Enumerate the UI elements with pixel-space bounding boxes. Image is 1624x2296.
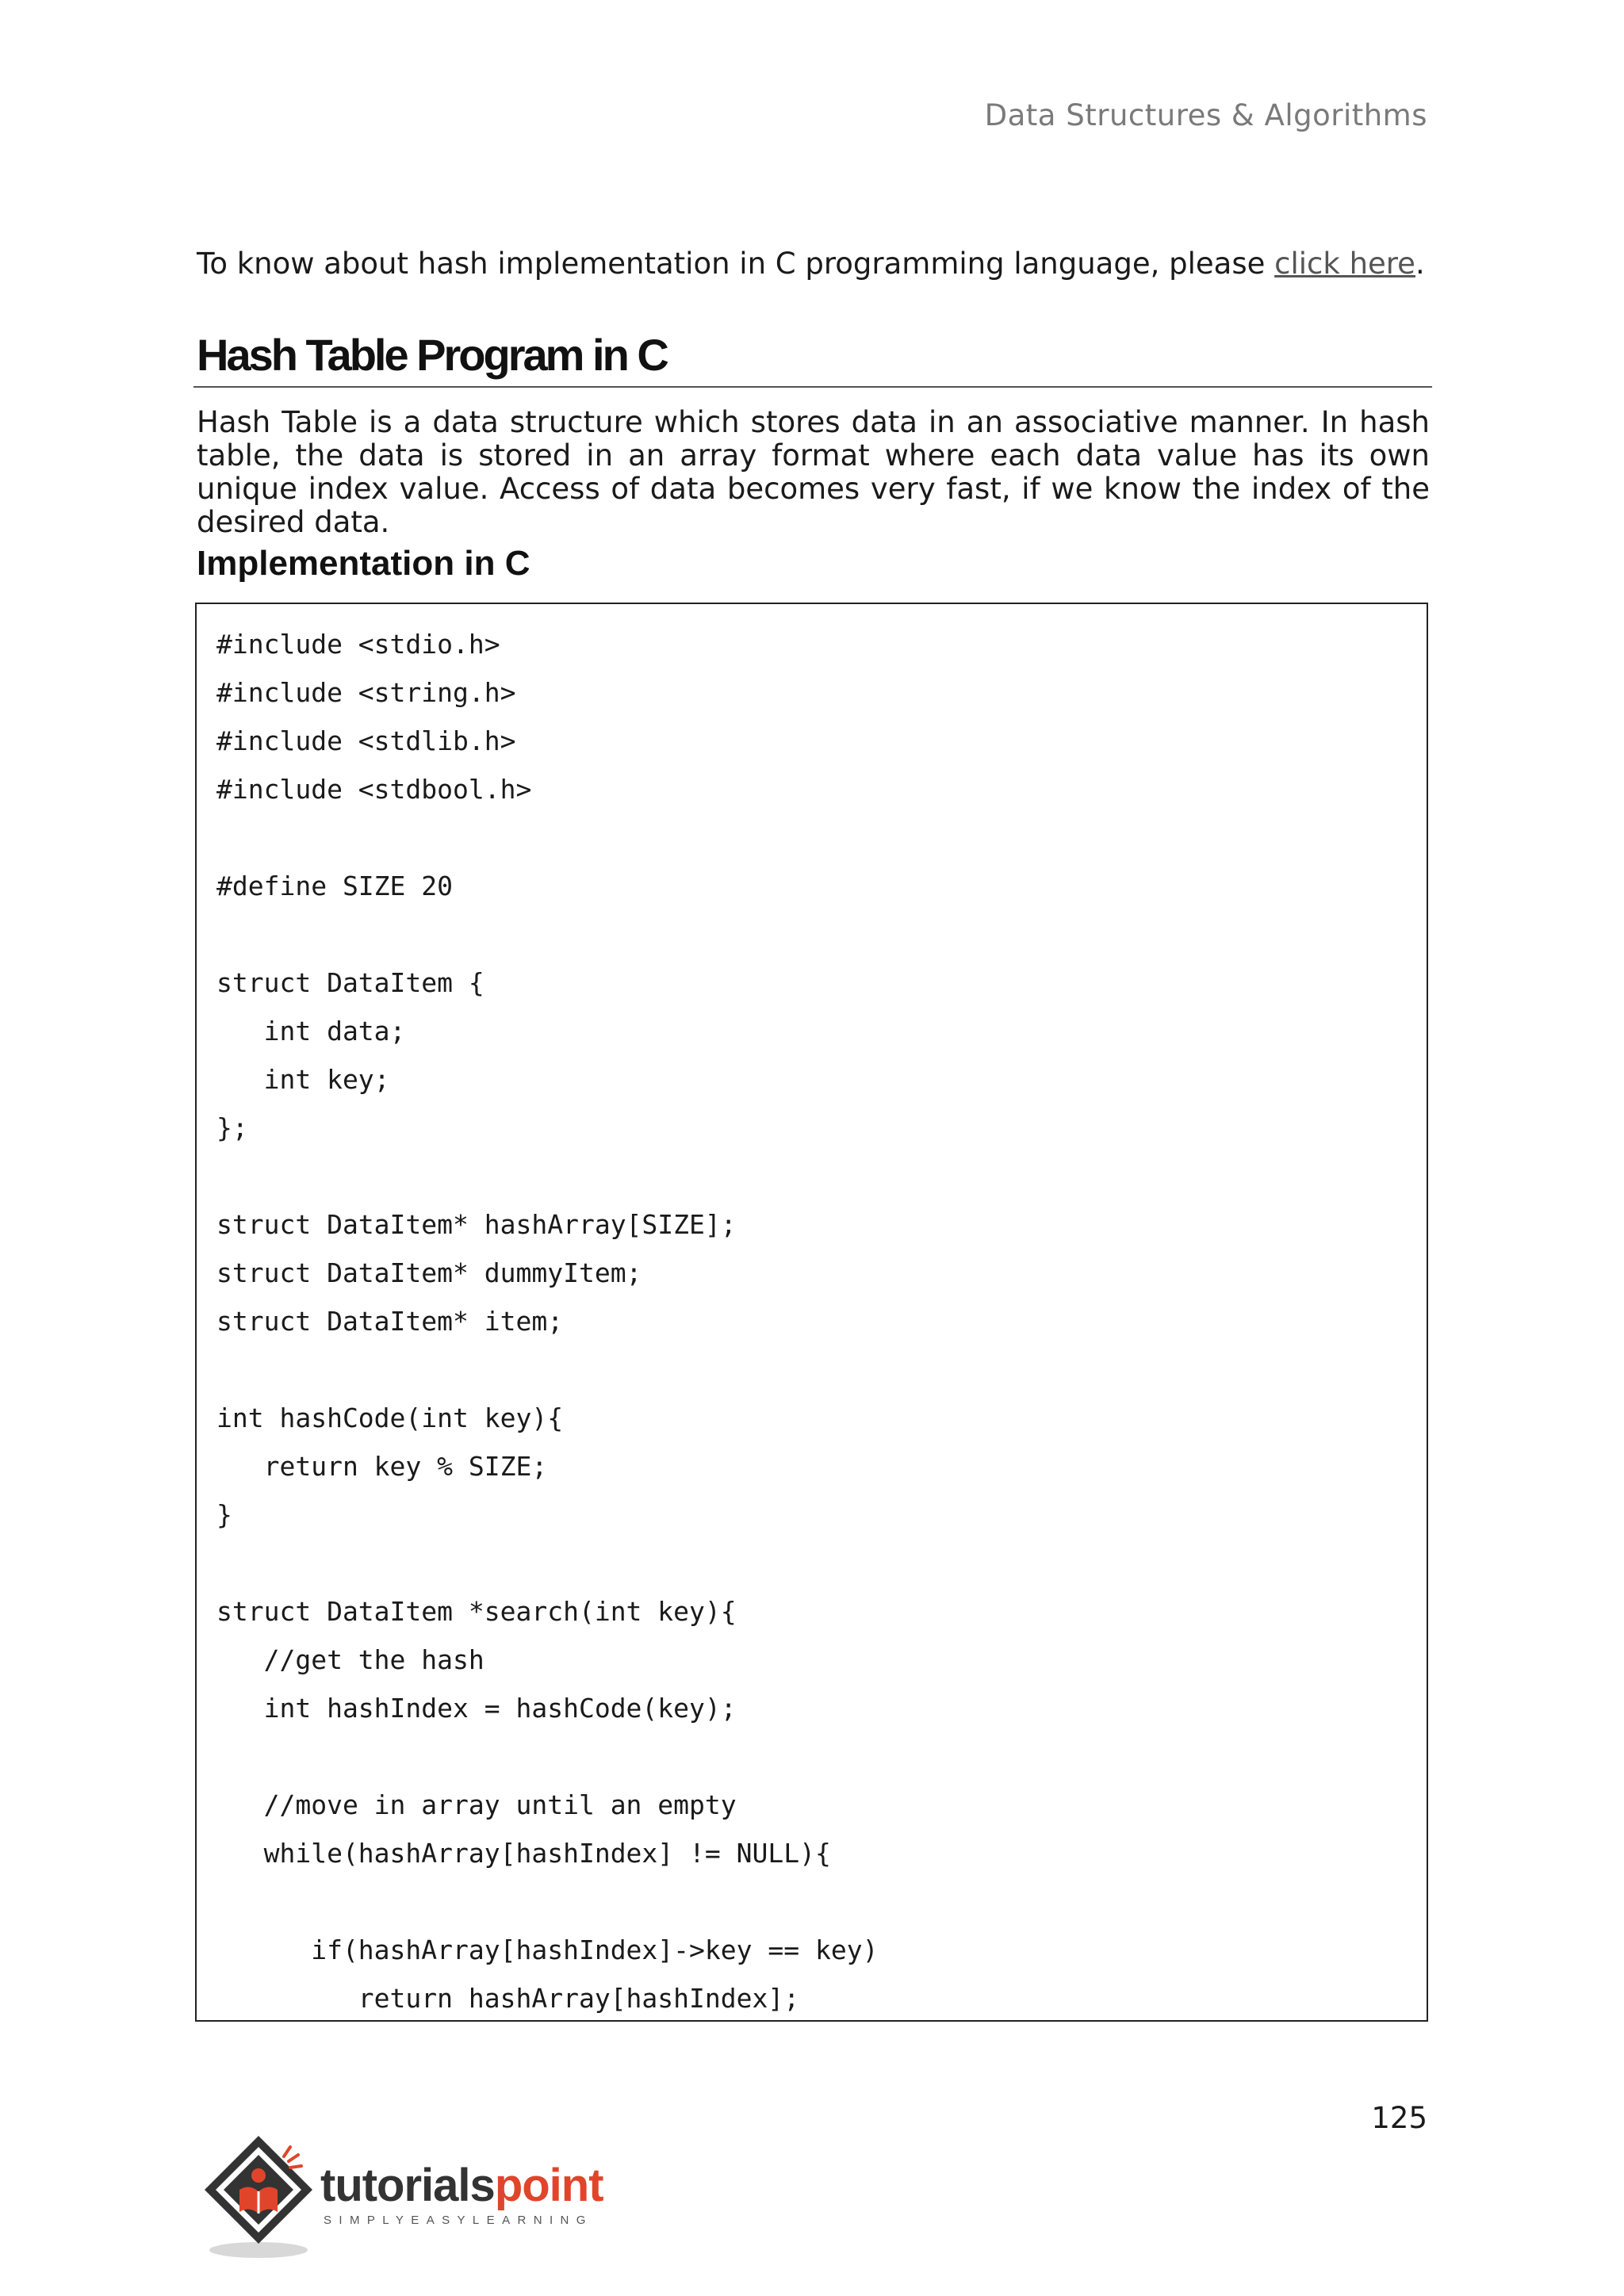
code-line: int data; xyxy=(216,1016,406,1047)
code-line: int key; xyxy=(216,1064,390,1095)
code-line: struct DataItem* item; xyxy=(216,1306,564,1337)
logo-word-part1: tutorials xyxy=(320,2160,495,2211)
code-line: return hashArray[hashIndex]; xyxy=(216,1983,800,2014)
code-line: //move in array until an empty xyxy=(216,1789,737,1820)
code-line xyxy=(216,1152,1419,1200)
code-block xyxy=(195,603,1428,2022)
code-line: #include <stdio.h> xyxy=(216,629,500,660)
logo-word-part2: point xyxy=(494,2160,603,2211)
title-divider xyxy=(193,386,1432,388)
code-line: int hashCode(int key){ xyxy=(216,1402,564,1433)
code-line: return key % SIZE; xyxy=(216,1451,548,1482)
code-line xyxy=(216,1732,1419,1781)
click-here-link[interactable]: click here xyxy=(1274,247,1415,281)
intro-text-end: . xyxy=(1415,247,1425,281)
code-line xyxy=(216,1877,1419,1926)
code-line xyxy=(216,1345,1419,1394)
logo-tagline: SIMPLYEASYLEARNING xyxy=(324,2214,593,2227)
code-line: #include <stdbool.h> xyxy=(216,774,532,805)
intro-text: To know about hash implementation in C programming language, please xyxy=(197,247,1275,281)
code-line: #define SIZE 20 xyxy=(216,871,454,901)
tutorialspoint-logo xyxy=(195,2130,639,2264)
section-title: Hash Table Program in C xyxy=(197,330,667,380)
code-line xyxy=(216,1539,1419,1587)
code-line: #include <string.h> xyxy=(216,677,516,708)
code-line: struct DataItem* hashArray[SIZE]; xyxy=(216,1209,737,1240)
code-line: #include <stdlib.h> xyxy=(216,725,516,756)
code-line: struct DataItem* dummyItem; xyxy=(216,1257,642,1288)
code-line: struct DataItem { xyxy=(216,967,485,998)
intro-paragraph xyxy=(197,246,1430,282)
page-number: 125 xyxy=(1371,2101,1427,2135)
code-line: //get the hash xyxy=(216,1644,485,1675)
code-line: }; xyxy=(216,1112,248,1143)
code-line: int hashIndex = hashCode(key); xyxy=(216,1693,737,1724)
code-line xyxy=(216,813,1419,862)
sub-title: Implementation in C xyxy=(197,544,530,583)
code-line: while(hashArray[hashIndex] != NULL){ xyxy=(216,1838,831,1869)
code-line: struct DataItem *search(int key){ xyxy=(216,1596,737,1627)
code-line: if(hashArray[hashIndex]->key == key) xyxy=(216,1934,879,1965)
code-lines xyxy=(216,620,1419,2022)
running-header: Data Structures & Algorithms xyxy=(984,98,1427,132)
body-paragraph: Hash Table is a data structure which stores data in an associative manner. In hash table, the data is stored in an array format where each data value has its own unique index value. Access of data becomes very fast, if we know the index of the desired data. xyxy=(197,405,1430,539)
logo-wordmark xyxy=(320,2160,603,2211)
logo-mark-icon xyxy=(195,2130,330,2264)
code-line xyxy=(216,910,1419,959)
code-line: } xyxy=(216,1499,232,1530)
